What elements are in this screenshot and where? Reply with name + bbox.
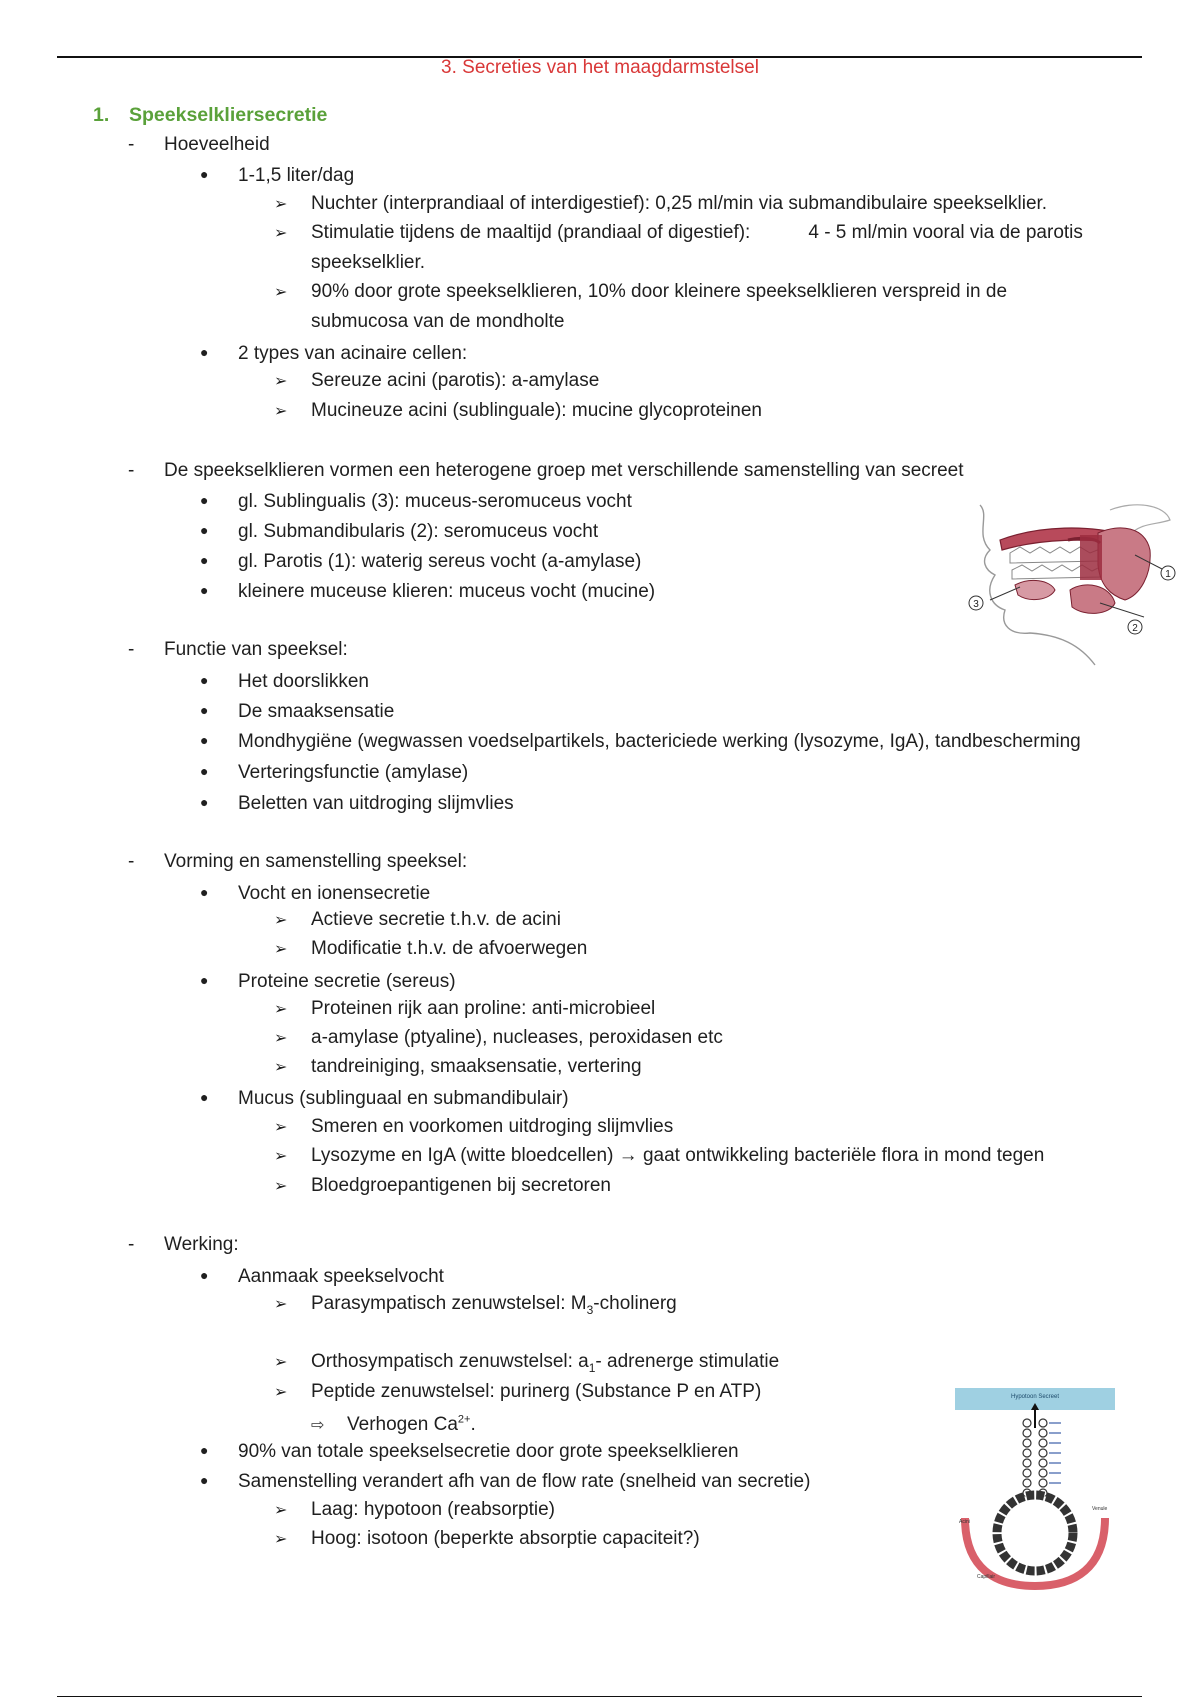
arrow-text: Mucineuze acini (sublinguale): mucine glycoproteinen xyxy=(311,400,762,421)
arrow-item xyxy=(274,1115,673,1140)
footer-rule xyxy=(57,1696,1142,1697)
dash-text: De speekselklieren vormen een heterogene groep met verschillende samenstelling van secreet xyxy=(164,460,964,481)
arrow-text: Hoog: isotoon (beperkte absorptie capaciteit?) xyxy=(311,1528,700,1549)
arrow-item xyxy=(274,1380,761,1405)
arrow-text: Bloedgroepantigenen bij secretoren xyxy=(311,1175,611,1196)
bullet-marker: ● xyxy=(200,1472,209,1488)
bullet-text: Mucus (sublinguaal en submandibulair) xyxy=(238,1088,569,1109)
bullet-marker: ● xyxy=(200,1442,209,1458)
arrow-item xyxy=(274,937,587,962)
bullet-text: Aanmaak speekselvocht xyxy=(238,1266,444,1287)
arrow-marker: ➢ xyxy=(274,941,288,958)
arrow-item xyxy=(274,399,762,424)
bullet-marker: ● xyxy=(200,1089,209,1105)
arrow-text: Parasympatisch zenuwstelsel: $M_3$-cholinerg xyxy=(311,1293,677,1317)
arrow-text: a-amylase (ptyaline), nucleases, peroxidasen etc xyxy=(311,1027,723,1048)
bullet-text: 2 types van acinaire cellen: xyxy=(238,343,468,364)
bullet-text: 1-1,5 liter/dag xyxy=(238,165,355,186)
arrow-text: Smeren en voorkomen uitdroging slijmvlies xyxy=(311,1116,674,1137)
capillary-label: Capillair xyxy=(977,1574,996,1580)
arrow-text-continued: 4 - 5 ml/min vooral via de parotis xyxy=(808,222,1083,243)
arrow-marker: ➢ xyxy=(274,1119,288,1136)
arrow-text: Sereuze acini (parotis): a-amylase xyxy=(311,370,600,391)
implies-marker: ⇨ xyxy=(311,1417,325,1435)
bullet-item xyxy=(200,340,467,366)
bullet-marker: ● xyxy=(200,582,209,598)
bullet-marker: ● xyxy=(200,972,209,988)
bullet-text: Proteine secretie (sereus) xyxy=(238,971,456,992)
dash-text: Functie van speeksel: xyxy=(164,639,348,660)
bullet-item xyxy=(200,488,632,514)
bullet-item xyxy=(200,880,430,906)
bullet-item xyxy=(200,790,514,816)
dash-item-werking xyxy=(128,1233,239,1257)
bullet-text: Samenstelling verandert afh van de flow rate (snelheid van secretie) xyxy=(238,1471,811,1492)
arrow-marker: ➢ xyxy=(274,1030,288,1047)
arrow-item xyxy=(274,280,1007,305)
bullet-text: Het doorslikken xyxy=(238,671,369,692)
bullet-text: gl. Sublingualis (3): muceus-seromuceus vocht xyxy=(238,491,632,512)
implies-item xyxy=(311,1408,476,1438)
bullet-marker: ● xyxy=(200,763,209,779)
arrow-marker: ➢ xyxy=(274,1531,288,1548)
arrow-text: Peptide zenuwstelsel: purinerg (Substance P en ATP) xyxy=(311,1381,762,1402)
arrow-text: Laag: hypotoon (reabsorptie) xyxy=(311,1499,555,1520)
arrow-item xyxy=(274,1527,700,1552)
bullet-text: Beletten van uitdroging slijmvlies xyxy=(238,793,514,814)
bullet-item xyxy=(200,1468,810,1494)
bullet-text: Vocht en ionensecretie xyxy=(238,883,431,904)
bullet-marker: ● xyxy=(200,1267,209,1283)
bullet-text: Verteringsfunctie (amylase) xyxy=(238,762,469,783)
bullet-item xyxy=(200,518,598,544)
bullet-item xyxy=(200,1438,739,1464)
arrow-marker: ➢ xyxy=(274,1354,288,1371)
arrow-marker: ➢ xyxy=(274,912,288,929)
dash-item-functie xyxy=(128,638,348,662)
bullet-marker: ● xyxy=(200,522,209,538)
bullet-item xyxy=(200,728,1081,754)
arrow-text: 90% door grote speekselklieren, 10% door kleinere speekselklieren verspreid in de xyxy=(311,281,1008,302)
acinus xyxy=(997,1495,1073,1571)
bullet-item xyxy=(200,162,354,188)
arrow-text: Actieve secretie t.h.v. de acini xyxy=(311,909,561,930)
section-heading xyxy=(93,103,327,127)
bullet-marker: ● xyxy=(200,672,209,688)
ion-channels xyxy=(1049,1423,1061,1483)
dash-text: Hoeveelheid xyxy=(164,134,270,155)
arrow-text: Proteinen rijk aan proline: anti-microbieel xyxy=(311,998,656,1019)
dash-marker: - xyxy=(128,851,135,872)
arrow-item xyxy=(274,1292,677,1322)
leader-line-3 xyxy=(990,587,1020,600)
dash-item-hoeveelheid xyxy=(128,133,270,157)
sublingual-gland xyxy=(1015,580,1055,599)
label-1: 1 xyxy=(1165,569,1171,580)
dash-marker: - xyxy=(128,460,135,481)
arrow-item xyxy=(274,369,599,394)
bullet-item xyxy=(200,968,456,994)
dash-item-vorming xyxy=(128,850,467,874)
section-number: 1. xyxy=(93,104,110,126)
arrow-item xyxy=(274,1174,611,1199)
bullet-marker: ● xyxy=(200,552,209,568)
arrow-item xyxy=(274,1055,642,1080)
arrow-text: Nuchter (interprandiaal of interdigestief): 0,25 ml/min via submandibulaire speekselklier. xyxy=(311,193,1048,214)
secretion-header-label: Hypotoon Secreet xyxy=(1010,1394,1060,1400)
bullet-item xyxy=(200,1263,444,1289)
arrow-marker: ➢ xyxy=(274,196,288,213)
bullet-item xyxy=(200,548,641,574)
bullet-item xyxy=(200,698,394,724)
bullet-text: 90% van totale speekselsecretie door grote speekselklieren xyxy=(238,1441,739,1462)
bullet-marker: ● xyxy=(200,794,209,810)
dash-item-klieren xyxy=(128,459,964,483)
bullet-marker: ● xyxy=(200,492,209,508)
arrow-marker: ➢ xyxy=(274,225,288,242)
arrow-item xyxy=(274,1026,723,1051)
section-title: Speekselkliersecretie xyxy=(129,104,328,126)
continuation-line: speekselklier. xyxy=(311,252,426,273)
bullet-marker: ● xyxy=(200,884,209,900)
arrow-item xyxy=(274,1350,779,1380)
arrow-marker: ➢ xyxy=(274,1178,288,1195)
acini-label: Acini xyxy=(959,1519,970,1525)
continuation-line: submucosa van de mondholte xyxy=(311,311,565,332)
arrow-marker: ➢ xyxy=(274,1148,288,1165)
bullet-marker: ● xyxy=(200,166,209,182)
arrow-text: Orthosympatisch zenuwstelsel: $a_1-$ adrenerge stimulatie xyxy=(311,1351,780,1375)
arrow-text: Modificatie t.h.v. de afvoerwegen xyxy=(311,938,588,959)
venule-label: Venule xyxy=(1092,1506,1108,1512)
dash-marker: - xyxy=(128,1234,135,1255)
label-3: 3 xyxy=(973,599,979,610)
bullet-marker: ● xyxy=(200,344,209,360)
arrow-text: tandreiniging, smaaksensatie, vertering xyxy=(311,1056,642,1077)
arrow-marker: ➢ xyxy=(274,1296,288,1313)
arrow-item xyxy=(274,997,655,1022)
bullet-item xyxy=(200,578,655,604)
arrow-item xyxy=(274,1144,1044,1169)
masseter xyxy=(1080,535,1102,580)
arrow-text: Lysozyme en IgA (witte bloedcellen) → gaat ontwikkeling bacteriële flora in mond tegen xyxy=(311,1145,1045,1166)
bullet-text: Mondhygiëne (wegwassen voedselpartikels, bactericiede werking (lysozyme, IgA), tandbescherming xyxy=(238,731,1081,752)
arrow-marker: ➢ xyxy=(274,1384,288,1401)
label-2: 2 xyxy=(1132,623,1138,634)
bullet-item xyxy=(200,759,468,785)
arrow-text: Stimulatie tijdens de maaltijd (prandiaal of digestief): xyxy=(311,222,751,243)
arrow-marker: ➢ xyxy=(274,1001,288,1018)
bullet-text: kleinere muceuse klieren: muceus vocht (mucine) xyxy=(238,581,656,602)
arrow-marker: ➢ xyxy=(274,1502,288,1519)
arrow-item xyxy=(274,1498,555,1523)
implies-text: Verhogen $Ca^{2+}$. xyxy=(347,1414,476,1436)
bullet-text: gl. Submandibularis (2): seromuceus vocht xyxy=(238,521,599,542)
saliva-secretion-diagram xyxy=(955,1388,1115,1593)
dash-text: Werking: xyxy=(164,1234,239,1255)
arrow-item xyxy=(274,221,1083,246)
bullet-marker: ● xyxy=(200,732,209,748)
arrow-item xyxy=(274,908,561,933)
bullet-marker: ● xyxy=(200,702,209,718)
page-title: 3. Secreties van het maagdarmstelsel xyxy=(441,57,759,78)
arrow-marker: ➢ xyxy=(274,373,288,390)
arrow-marker: ➢ xyxy=(274,1059,288,1076)
duct-cells xyxy=(1023,1419,1047,1497)
dash-marker: - xyxy=(128,639,135,660)
parotid-gland xyxy=(1098,528,1150,600)
dash-marker: - xyxy=(128,134,135,155)
bullet-text: De smaaksensatie xyxy=(238,701,395,722)
arrow-marker: ➢ xyxy=(274,403,288,420)
arrow-marker: ➢ xyxy=(274,284,288,301)
arrow-item xyxy=(274,192,1047,217)
salivary-glands-figure xyxy=(960,495,1180,670)
dash-text: Vorming en samenstelling speeksel: xyxy=(164,851,468,872)
bullet-text: gl. Parotis (1): waterig sereus vocht (a-amylase) xyxy=(238,551,642,572)
bullet-item xyxy=(200,1085,569,1111)
bullet-item xyxy=(200,668,369,694)
